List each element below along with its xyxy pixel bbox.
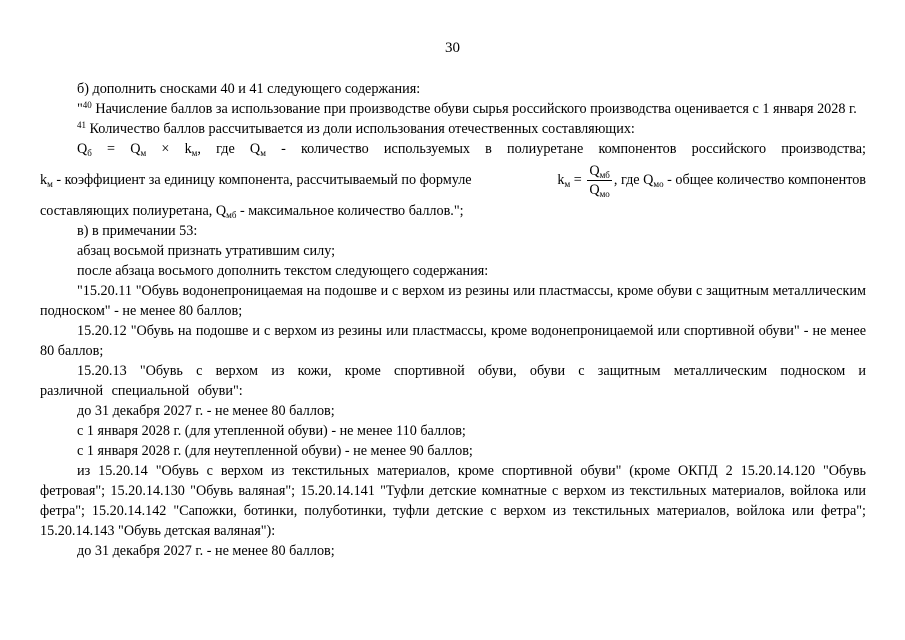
page-number: 30	[445, 40, 460, 56]
quote-mark: "	[77, 101, 83, 117]
formula-line-1: $Q_б = Q_м \times k_м$, где $Q_м$ - количество используемых в полиуретане компонентов российского производства;	[77, 141, 866, 158]
paragraph-repeal: абзац восьмой признать утратившим силу;	[77, 243, 336, 259]
footnote-41-text: Количество баллов рассчитывается из доли использования отечественных составляющих:	[86, 121, 635, 137]
paragraph-from-2028-uninsulated: с 1 января 2028 г. (для неутепленной обуви) - не менее 90 баллов;	[77, 443, 473, 459]
paragraph-15-20-12: 15.20.12 "Обувь на подошве и с верхом из резины или пластмассы, кроме водонепроницаемой или спортивной обуви" - не менее 80 баллов;	[40, 323, 866, 359]
paragraph-footnote-40	[40, 99, 866, 119]
paragraph-15-20-13: 15.20.13 "Обувь с верхом из кожи, кроме спортивной обуви, обуви с защитным металлическим подноском и различной специальной обуви":	[40, 363, 866, 399]
paragraph-15-20-14: из 15.20.14 "Обувь с верхом из текстильных материалов, кроме спортивной обуви" (кроме ОКПД 2 15.20.14.120 "Обувь фетровая"; 15.20.14.130 "Обувь валяная"; 15.20.14.141 "Туфли детские комнатные с верхом из текстильных материалов, войлока или фетра"; 15.20.14.142 "Сапожки, ботинки, полуботинки, туфли детские с верхом из текстильных материалов, войлока или фетра"; 15.20.14.143 "Обувь детская валяная"):	[40, 463, 866, 539]
paragraph-footnote-41	[40, 119, 866, 139]
footnote-40-text: Начисление баллов за использование при производстве обуви сырья российского производства оценивается с 1 января 2028 г.	[91, 101, 857, 117]
paragraph-add-text: после абзаца восьмого дополнить текстом следующего содержания:	[77, 263, 489, 279]
paragraph-footnotes-intro: б) дополнить сносками 40 и 41 следующего содержания:	[77, 81, 421, 97]
fraction: $\frac{Q_{мб}}{Q_{мо}}$	[589, 162, 610, 199]
paragraph-15-20-11: "15.20.11 "Обувь водонепроницаемая на подошве и с верхом из резины или пластмассы, кроме обуви с защитным металлическим подноском" - не менее 80 баллов;	[40, 283, 866, 319]
paragraph-until-2027: до 31 декабря 2027 г. - не менее 80 баллов;	[77, 403, 335, 419]
formula-line-2: $k_м$ - коэффициент за единицу компонента, рассчитываемый по формуле $k_м$ = $\frac{Q_{мб}}{Q_{мо}}$ , где $Q_{мо}$ - общее количество компонентов	[40, 162, 866, 199]
paragraph-until-2027-textile: до 31 декабря 2027 г. - не менее 80 баллов;	[77, 543, 335, 559]
document-body	[40, 79, 866, 561]
paragraph-components-end: составляющих полиуретана, $Q_{мб}$ - максимальное количество баллов.";	[40, 203, 464, 220]
footnote-marker-41: 41	[77, 120, 86, 130]
paragraph-note-53: в) в примечании 53:	[77, 223, 198, 239]
paragraph-from-2028-insulated: с 1 января 2028 г. (для утепленной обуви) - не менее 110 баллов;	[77, 423, 466, 439]
footnote-marker-40: 40	[82, 100, 92, 110]
